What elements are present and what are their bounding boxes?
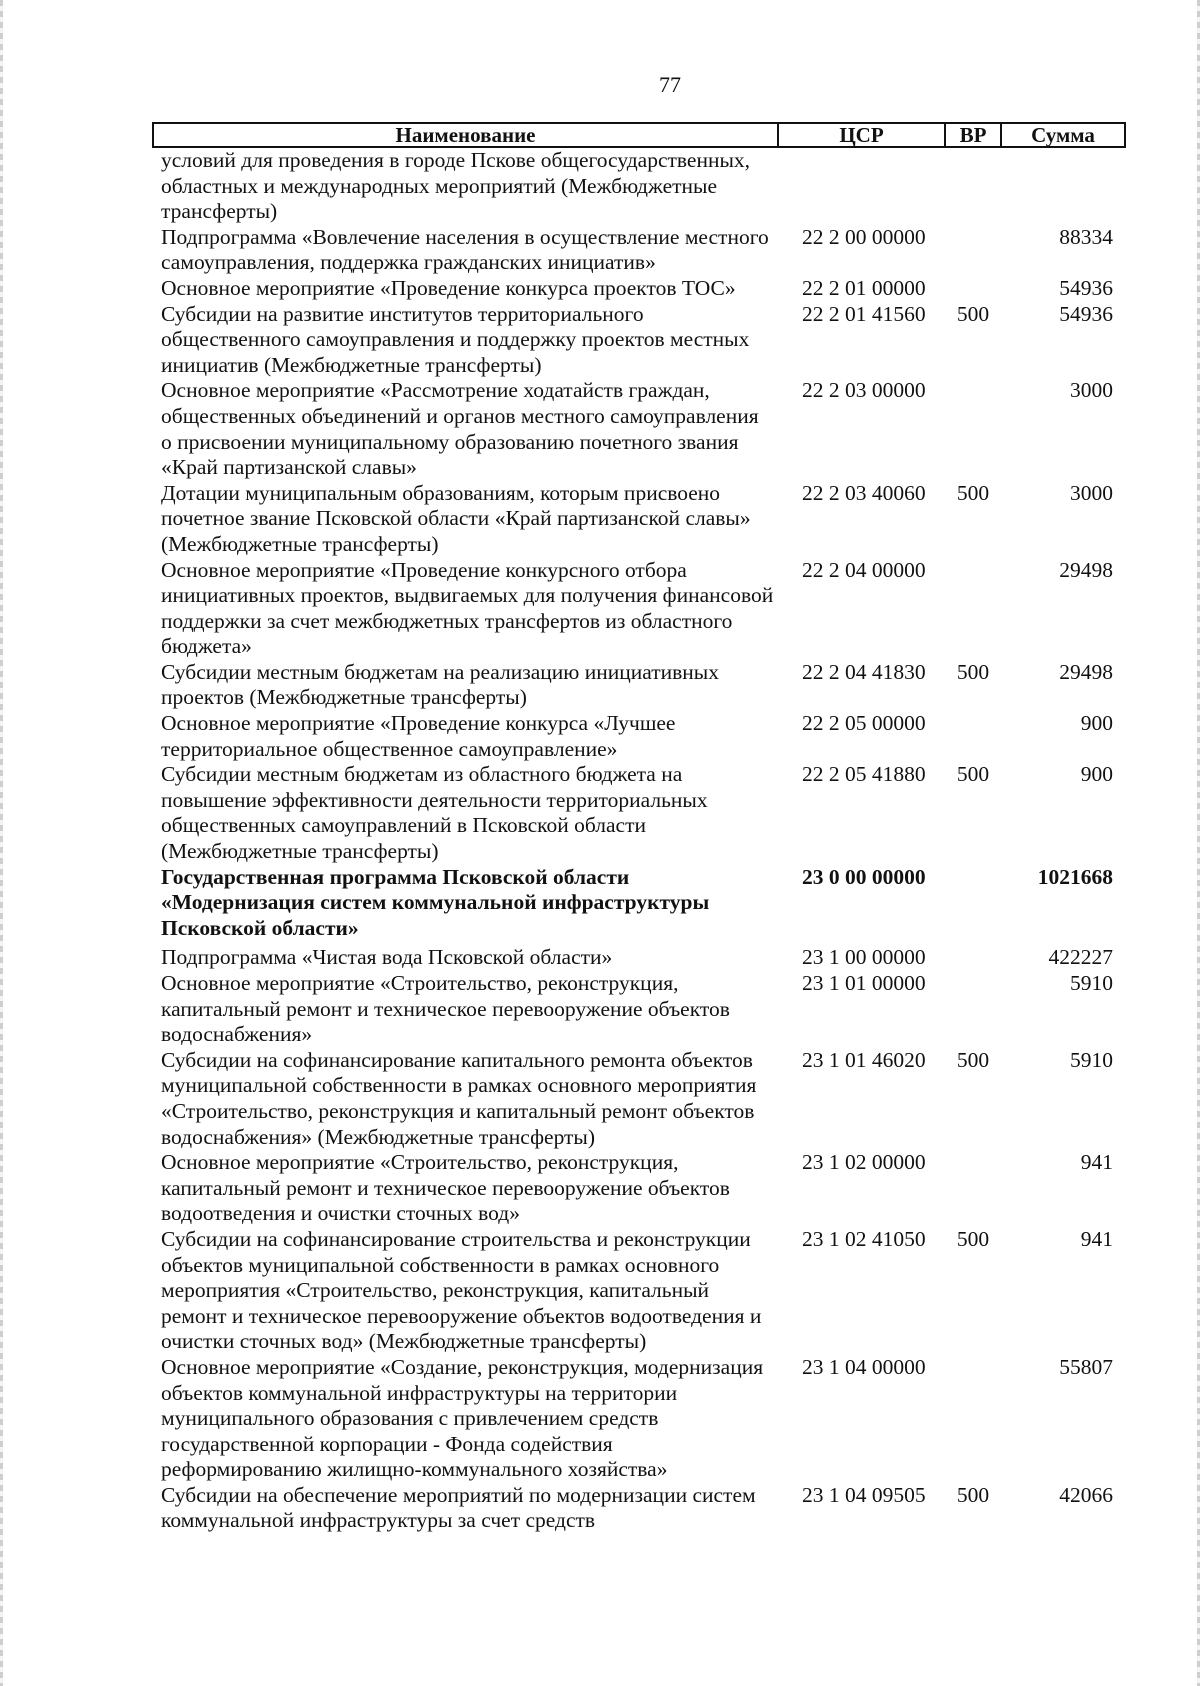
cell-csr: 23 1 04 00000 <box>802 1354 926 1379</box>
cell-vr <box>945 225 1001 276</box>
header-name: Наименование <box>153 123 778 147</box>
cell-name: условий для проведения в городе Пскове общегосударственных, областных и международных мероприятий (Межбюджетные трансферты) <box>161 148 751 224</box>
table-row <box>153 558 1125 660</box>
cell-name: Основное мероприятие «Проведение конкурсного отбора инициативных проектов, выдвигаемых для получения финансовой поддержки за счет межбюджетных трансфертов из областного бюджета» <box>161 557 774 659</box>
cell-sum: 29498 <box>1059 659 1113 684</box>
cell-sum: 900 <box>1080 711 1113 736</box>
cell-name: Субсидии на софинансирование капитального ремонта объектов муниципальной собственности в рамках основного мероприятия «Строительство, реконструкция и капитальный ремонт объектов водоснабжения» (Межбюджетные трансферты) <box>161 1047 757 1149</box>
cell-vr: 500 <box>956 659 990 684</box>
table-row <box>153 660 1125 711</box>
cell-sum: 941 <box>1080 1150 1113 1175</box>
cell-sum: 88334 <box>1059 224 1113 249</box>
cell-name: Субсидии местным бюджетам из областного бюджета на повышение эффективности деятельности территориальных общественных самоуправлений в Псковской области (Межбюджетные трансферты) <box>161 762 708 864</box>
table-row <box>153 276 1125 302</box>
table-row <box>153 1355 1125 1483</box>
cell-name: Субсидии на развитие институтов территориального общественного самоуправления и поддержку проектов местных инициатив (Межбюджетные трансферты) <box>161 301 750 377</box>
cell-csr: 22 2 03 40060 <box>802 480 926 505</box>
table-row <box>153 1048 1125 1150</box>
scan-edge-left <box>0 0 3 1686</box>
cell-csr: 22 2 00 00000 <box>802 224 926 249</box>
table-row <box>153 971 1125 1048</box>
cell-sum: 3000 <box>1070 378 1113 403</box>
cell-csr: 22 2 04 00000 <box>802 557 926 582</box>
cell-vr: 500 <box>956 480 990 505</box>
cell-name: Основное мероприятие «Проведение конкурса «Лучшее территориальное общественное самоуправление» <box>161 711 676 761</box>
table-row <box>153 302 1125 379</box>
table-row <box>153 1150 1125 1227</box>
cell-vr: 500 <box>956 762 990 787</box>
header-csr: ЦСР <box>778 123 945 147</box>
cell-csr: 23 1 00 00000 <box>802 945 926 970</box>
cell-name: Основное мероприятие «Проведение конкурса проектов ТОС» <box>161 275 736 300</box>
cell-csr: 22 2 05 00000 <box>802 711 926 736</box>
cell-vr <box>945 147 1001 225</box>
table-row <box>153 865 1125 942</box>
cell-sum: 422227 <box>1048 945 1113 970</box>
cell-csr: 22 2 04 41830 <box>802 659 926 684</box>
cell-sum: 5910 <box>1070 971 1113 995</box>
cell-sum: 54936 <box>1059 301 1113 326</box>
table-row <box>153 711 1125 762</box>
cell-name: Дотации муниципальным образованиям, которым присвоено почетное звание Псковской области «Край партизанской славы» (Межбюджетные трансферты) <box>161 480 751 556</box>
cell-vr <box>945 1355 1001 1483</box>
cell-csr: 22 2 05 41880 <box>802 762 926 787</box>
cell-name: Субсидии на обеспечение мероприятий по модернизации систем коммунальной инфраструктуры за счет средств <box>161 1482 756 1533</box>
cell-sum: 55807 <box>1059 1354 1113 1379</box>
table-row <box>153 225 1125 276</box>
cell-sum: 5910 <box>1070 1047 1113 1072</box>
cell-vr: 500 <box>956 1226 990 1251</box>
cell-name: Основное мероприятие «Строительство, реконструкция, капитальный ремонт и техническое перевооружение объектов водоотведения и очистки сточных вод» <box>161 1150 730 1226</box>
page-number: 77 <box>659 72 681 97</box>
cell-csr: 23 1 01 46020 <box>802 1047 926 1072</box>
cell-name: Подпрограмма «Чистая вода Псковской области» <box>161 945 613 970</box>
cell-vr <box>945 378 1001 480</box>
cell-sum: 941 <box>1080 1226 1113 1251</box>
cell-sum: 3000 <box>1070 480 1113 505</box>
table-row <box>153 941 1125 971</box>
cell-sum <box>1001 147 1125 225</box>
table-row <box>153 147 1125 225</box>
budget-table <box>152 122 1126 1534</box>
cell-name: Государственная программа Псковской области «Модернизация систем коммунальной инфраструктуры Псковской области» <box>161 864 710 940</box>
cell-name: Субсидии на софинансирование строительства и реконструкции объектов муниципальной собственности в рамках основного мероприятия «Строительство, реконструкция, капитальный ремонт и техническое перевооружение объектов водоотведения и очистки сточных вод» (Межбюджетные трансферты) <box>161 1226 762 1354</box>
cell-sum: 900 <box>1080 762 1113 787</box>
cell-vr: 500 <box>956 301 990 326</box>
table-row <box>153 481 1125 558</box>
table-row <box>153 762 1125 864</box>
cell-vr <box>945 971 1001 1048</box>
table-header-row <box>153 123 1125 147</box>
cell-vr: 500 <box>956 1047 990 1072</box>
cell-sum: 54936 <box>1059 275 1113 300</box>
cell-csr: 23 1 04 09505 <box>802 1482 926 1507</box>
cell-csr: 23 1 01 00000 <box>802 971 926 995</box>
cell-vr <box>945 276 1001 302</box>
cell-sum: 42066 <box>1059 1482 1113 1507</box>
cell-csr: 23 1 02 00000 <box>802 1150 926 1175</box>
header-vr: ВР <box>945 123 1001 147</box>
cell-sum: 29498 <box>1059 557 1113 582</box>
cell-csr <box>778 147 945 225</box>
cell-name: Основное мероприятие «Строительство, реконструкция, капитальный ремонт и техническое перевооружение объектов водоснабжения» <box>161 971 730 1047</box>
table-row <box>153 378 1125 480</box>
cell-vr <box>945 865 1001 942</box>
header-sum: Сумма <box>1001 123 1125 147</box>
cell-csr: 22 2 03 00000 <box>802 378 926 403</box>
table-body <box>153 147 1125 1534</box>
cell-name: Подпрограмма «Вовлечение населения в осуществление местного самоуправления, поддержка гражданских инициатив» <box>161 224 769 275</box>
cell-vr <box>945 1150 1001 1227</box>
cell-csr: 23 0 00 00000 <box>802 864 926 889</box>
cell-vr: 500 <box>956 1482 990 1507</box>
cell-csr: 22 2 01 41560 <box>802 301 926 326</box>
cell-name: Основное мероприятие «Создание, реконструкция, модернизация объектов коммунальной инфраструктуры на территории муниципального образования с привлечением средств государственной корпорации - Фонда содействия реформированию жилищно-коммунального хозяйства» <box>161 1354 764 1482</box>
cell-vr <box>945 558 1001 660</box>
cell-name: Основное мероприятие «Рассмотрение ходатайств граждан, общественных объединений и органов местного самоуправления о присвоении муниципальному образованию почетного звания «Край партизанской славы» <box>161 378 759 480</box>
cell-sum: 1021668 <box>1037 864 1113 889</box>
table-row <box>153 1483 1125 1534</box>
table-row <box>153 1227 1125 1355</box>
cell-vr <box>945 711 1001 762</box>
cell-vr <box>945 941 1001 971</box>
cell-csr: 23 1 02 41050 <box>802 1226 926 1251</box>
cell-name: Субсидии местным бюджетам на реализацию инициативных проектов (Межбюджетные трансферты) <box>161 659 719 710</box>
cell-csr: 22 2 01 00000 <box>802 275 926 300</box>
